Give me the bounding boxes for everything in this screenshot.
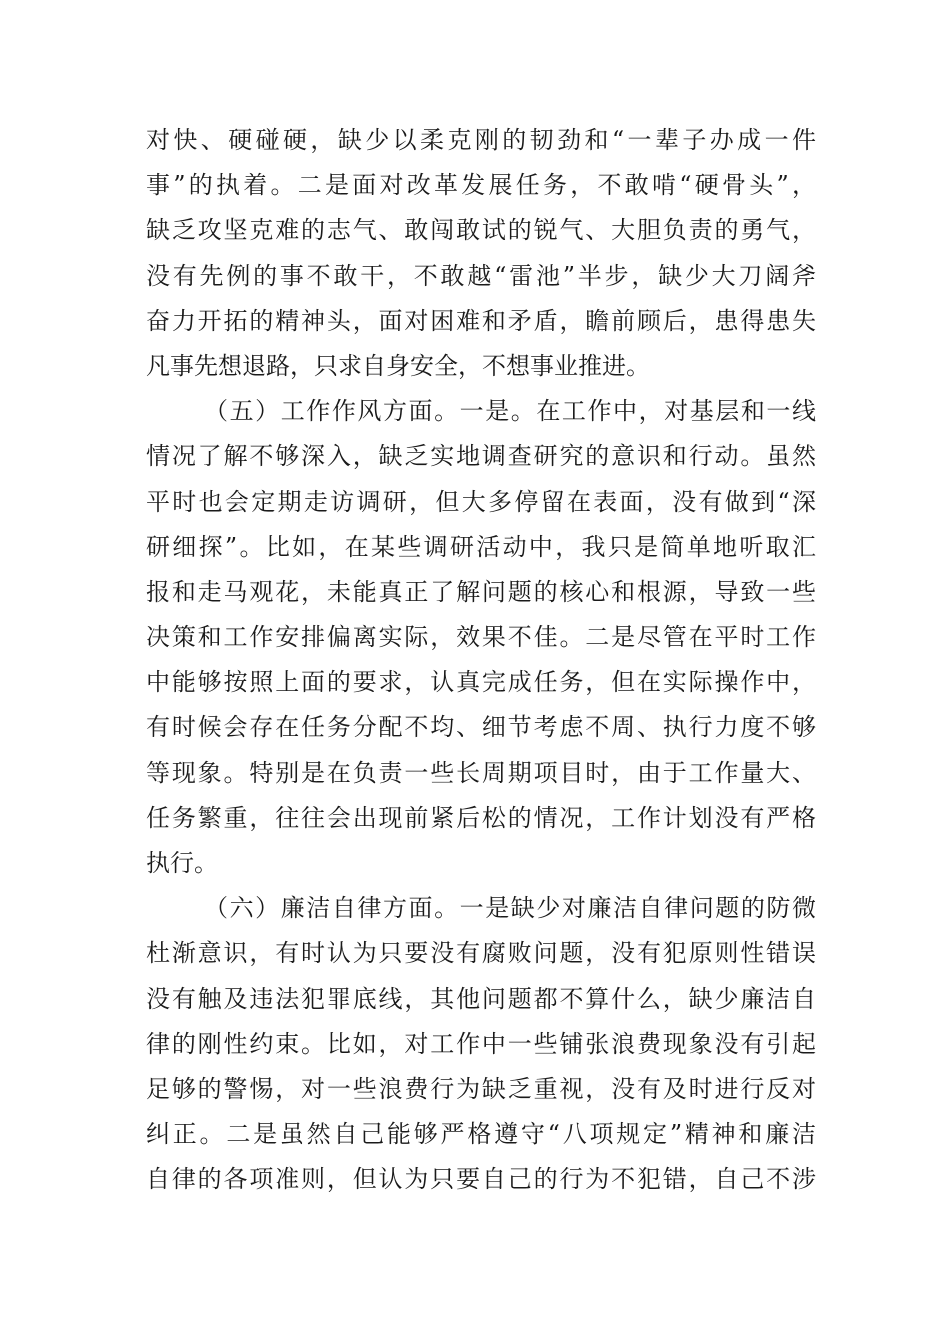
text-line: 足够的警惕，对一些浪费行为缺乏重视，没有及时进行反对	[146, 1074, 816, 1103]
text-line: 自律的各项准则，但认为只要自己的行为不犯错，自己不涉	[146, 1165, 816, 1194]
section-heading-line: （六）廉洁自律方面。一是缺少对廉洁自律问题的防微	[204, 894, 816, 923]
text-line: 研细探”。比如，在某些调研活动中，我只是简单地听取汇	[146, 532, 816, 561]
text-line: 平时也会定期走访调研，但大多停留在表面，没有做到“深	[146, 487, 816, 516]
text-line: 决策和工作安排偏离实际，效果不佳。二是尽管在平时工作	[146, 623, 816, 652]
text-line: 事”的执着。二是面对改革发展任务，不敢啃“硬骨头”，	[146, 171, 816, 200]
text-line: 没有先例的事不敢干，不敢越“雷池”半步，缺少大刀阔斧	[146, 261, 816, 290]
text-line: 没有触及违法犯罪底线，其他问题都不算什么，缺少廉洁自	[146, 984, 816, 1013]
text-line: 杜渐意识，有时认为只要没有腐败问题，没有犯原则性错误	[146, 939, 816, 968]
text-line: 中能够按照上面的要求，认真完成任务，但在实际操作中，	[146, 668, 816, 697]
section-heading-line: （五）工作作风方面。一是。在工作中，对基层和一线	[204, 397, 816, 426]
text-line: 有时候会存在任务分配不均、细节考虑不周、执行力度不够	[146, 713, 816, 742]
text-line: 缺乏攻坚克难的志气、敢闯敢试的锐气、大胆负责的勇气，	[146, 216, 816, 245]
text-line: 报和走马观花，未能真正了解问题的核心和根源，导致一些	[146, 577, 816, 606]
text-line: 对快、硬碰硬，缺少以柔克刚的韧劲和“一辈子办成一件	[146, 126, 816, 154]
body-text	[146, 118, 816, 1203]
text-line: 纠正。二是虽然自己能够严格遵守“八项规定”精神和廉洁	[146, 1120, 816, 1149]
text-line: 任务繁重，往往会出现前紧后松的情况，工作计划没有严格	[146, 803, 816, 832]
text-line: 执行。	[146, 849, 218, 877]
text-line: 情况了解不够深入，缺乏实地调查研究的意识和行动。虽然	[146, 442, 816, 471]
text-line: 凡事先想退路，只求自身安全，不想事业推进。	[146, 351, 650, 380]
text-line: 等现象。特别是在负责一些长周期项目时，由于工作量大、	[146, 758, 816, 787]
text-line: 奋力开拓的精神头，面对困难和矛盾，瞻前顾后，患得患失	[146, 306, 816, 335]
text-line: 律的刚性约束。比如，对工作中一些铺张浪费现象没有引起	[146, 1029, 816, 1058]
